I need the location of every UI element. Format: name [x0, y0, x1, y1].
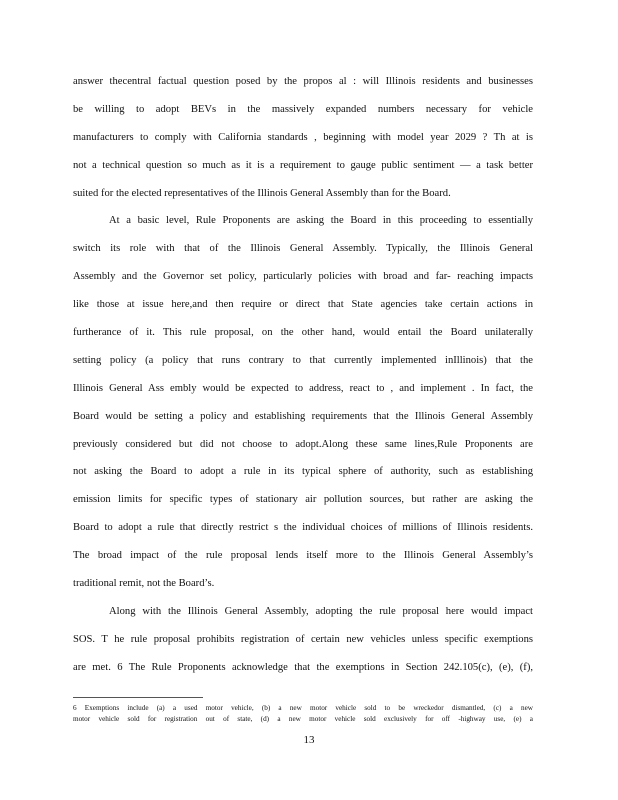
- text-line: be willing to adopt BEVs in the massively expanded numbers necessary for vehicle: [73, 103, 533, 115]
- footnote-line: motor vehicle sold for registration out of state, (d) a new motor vehicle sold exclusively for off -highway use, (e) a: [73, 715, 533, 723]
- text-line: Assembly and the Governor set policy, particularly policies with broad and far- reaching impacts: [73, 271, 533, 283]
- footnote-line: 6 Exemptions include (a) a used motor vehicle, (b) a new motor vehicle sold to be wreckedor dismantled, (c) a new: [73, 704, 533, 712]
- text-line: Board to adopt a rule that directly restrict s the individual choices of millions of Illinois residents.: [73, 522, 533, 534]
- text-line: At a basic level, Rule Proponents are asking the Board in this proceeding to essentially: [109, 215, 533, 227]
- text-line: Illinois General Ass embly would be expected to address, react to , and implement . In fact, the: [73, 382, 533, 394]
- text-line: previously considered but did not choose to adopt.Along these same lines,Rule Proponents are: [73, 438, 533, 450]
- text-line: Board would be setting a policy and establishing requirements that the Illinois General Assembly: [73, 410, 533, 422]
- text-line: Along with the Illinois General Assembly, adopting the rule proposal here would impact: [109, 605, 533, 617]
- footnote-separator: [73, 697, 203, 698]
- text-line: not asking the Board to adopt a rule in its typical sphere of authority, such as establishing: [73, 466, 533, 478]
- text-line: are met. 6 The Rule Proponents acknowledge that the exemptions in Section 242.105(c), (e), (f),: [73, 661, 533, 673]
- text-line: switch its role with that of the Illinois General Assembly. Typically, the Illinois General: [73, 243, 533, 255]
- text-line: like those at issue here,and then require or direct that State agencies take certain actions in: [73, 299, 533, 311]
- page-number: 13: [303, 734, 315, 746]
- text-line: manufacturers to comply with California standards , beginning with model year 2029 ? Th at is: [73, 131, 533, 143]
- footnote: [73, 703, 533, 725]
- text-line: SOS. T he rule proposal prohibits registration of certain new vehicles unless specific exemptions: [73, 633, 533, 645]
- text-line: furtherance of it. This rule proposal, on the other hand, would entail the Board unilaterally: [73, 327, 533, 339]
- text-line: suited for the elected representatives of the Illinois General Assembly than for the Board.: [73, 187, 451, 199]
- text-line: emission limits for specific types of stationary air pollution sources, but rather are asking the: [73, 494, 533, 506]
- text-line: answer thecentral factual question posed by the propos al : will Illinois residents and businesses: [73, 76, 533, 87]
- text-line: setting policy (a policy that runs contrary to that currently implemented inIllinois) that the: [73, 354, 533, 366]
- text-line: traditional remit, not the Board’s.: [73, 578, 215, 590]
- text-line: not a technical question so much as it is a requirement to gauge public sentiment — a task better: [73, 159, 533, 171]
- text-line: The broad impact of the rule proposal lends itself more to the Illinois General Assembly’s: [73, 550, 533, 562]
- body-text: [73, 68, 533, 682]
